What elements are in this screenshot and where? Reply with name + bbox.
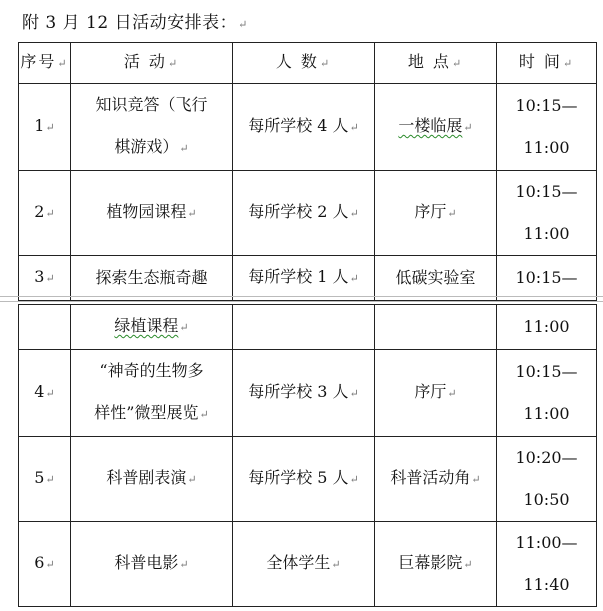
- header-row: [19, 43, 597, 84]
- place-cell: 科普活动角↵: [375, 437, 497, 522]
- place-cell: 一楼临展↵: [375, 84, 497, 171]
- activity-cell: 探索生态瓶奇趣: [71, 256, 233, 301]
- schedule-table-part-1: [18, 42, 597, 301]
- row-number: 5↵: [19, 437, 71, 522]
- time-cell: 10:15— 11:00: [497, 84, 597, 171]
- activity-cell: 植物园课程↵: [71, 171, 233, 256]
- table-row: [19, 305, 597, 350]
- activity-cell: “神奇的生物多 样性”微型展览↵: [71, 350, 233, 437]
- activity-cell: 绿植课程↵: [71, 305, 233, 350]
- people-cell: 每所学校 4 人↵: [233, 84, 375, 171]
- schedule-table-part-2: [18, 304, 597, 607]
- place-cell: [375, 305, 497, 350]
- place-cell: 序厅↵: [375, 171, 497, 256]
- table-row: [19, 350, 597, 437]
- place-cell: 序厅↵: [375, 350, 497, 437]
- table-row: [19, 437, 597, 522]
- people-cell: 全体学生↵: [233, 522, 375, 607]
- people-cell: 每所学校 2 人↵: [233, 171, 375, 256]
- time-cell: 11:00: [497, 305, 597, 350]
- activity-cell: 科普电影↵: [71, 522, 233, 607]
- header-place: 地 点↵: [375, 43, 497, 84]
- table-row: [19, 171, 597, 256]
- time-cell: 10:15— 11:00: [497, 350, 597, 437]
- place-cell: 低碳实验室: [375, 256, 497, 301]
- place-cell: 巨幕影院↵: [375, 522, 497, 607]
- row-number: 4↵: [19, 350, 71, 437]
- header-activity: 活 动↵: [71, 43, 233, 84]
- people-cell: 每所学校 5 人↵: [233, 437, 375, 522]
- row-number: 1↵: [19, 84, 71, 171]
- time-cell: 11:00— 11:40: [497, 522, 597, 607]
- people-cell: [233, 305, 375, 350]
- header-people: 人 数↵: [233, 43, 375, 84]
- table-row: [19, 522, 597, 607]
- activity-cell: 知识竞答（飞行 棋游戏）↵: [71, 84, 233, 171]
- time-cell: 10:20— 10:50: [497, 437, 597, 522]
- page-title: 附 3 月 12 日活动安排表：↵: [22, 13, 248, 33]
- page-break: [0, 296, 603, 302]
- header-no: 序号↵: [19, 43, 71, 84]
- row-number: [19, 305, 71, 350]
- table-row: [19, 256, 597, 301]
- people-cell: 每所学校 1 人↵: [233, 256, 375, 301]
- activity-cell: 科普剧表演↵: [71, 437, 233, 522]
- header-time: 时 间↵: [497, 43, 597, 84]
- row-number: 3↵: [19, 256, 71, 301]
- row-number: 2↵: [19, 171, 71, 256]
- row-number: 6↵: [19, 522, 71, 607]
- time-cell: 10:15— 11:00: [497, 171, 597, 256]
- table-row: [19, 84, 597, 171]
- people-cell: 每所学校 3 人↵: [233, 350, 375, 437]
- time-cell: 10:15—: [497, 256, 597, 301]
